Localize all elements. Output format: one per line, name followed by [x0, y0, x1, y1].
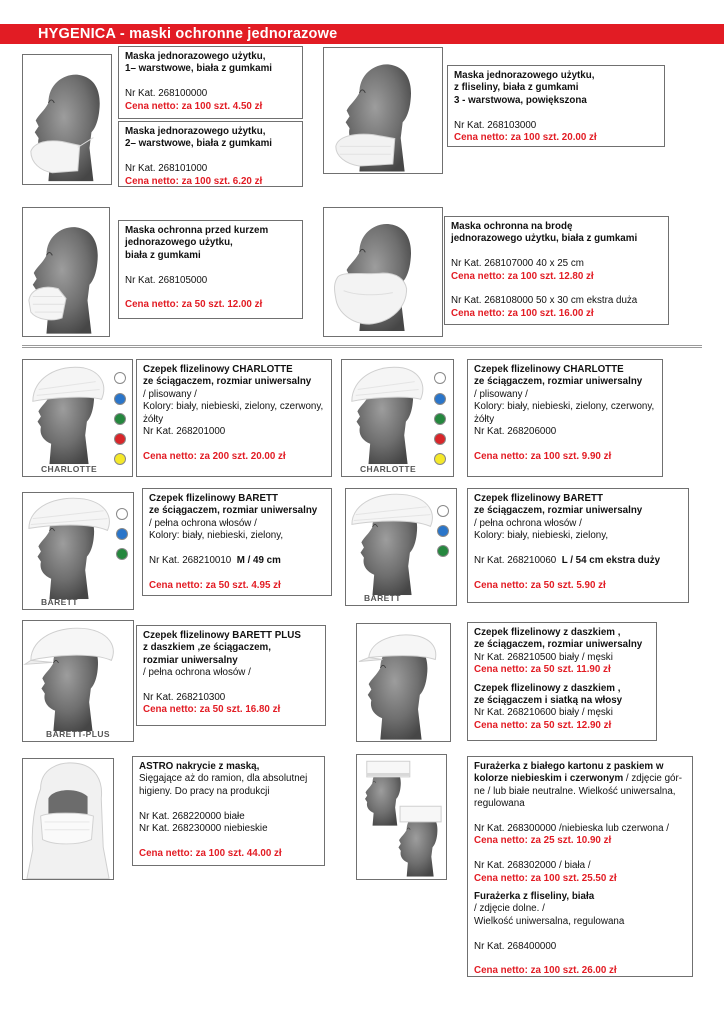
head-with-beard-cover-icon [324, 208, 442, 336]
mask2-price: Cena netto: za 100 szt. 6.20 zł [125, 175, 263, 187]
astro-catalog-2: Nr Kat. 268230000 niebieskie [139, 823, 268, 835]
beard-mask-info [444, 216, 669, 325]
mask1-info [118, 46, 303, 119]
dust-mask-price: Cena netto: za 50 szt. 12.00 zł [125, 299, 263, 311]
visor-cap-price-2: Cena netto: za 50 szt. 12.90 zł [474, 719, 612, 731]
visor-cap-catalog-2: Nr Kat. 268210600 biały / męski [474, 707, 613, 719]
charlotte1-title: Czepek flizelinowy CHARLOTTE [143, 364, 293, 375]
dust-mask-photo [22, 207, 110, 337]
mask3-info [447, 65, 665, 147]
barettplus-subtitle: z daszkiem ,ze ściągaczem, [143, 642, 271, 654]
color-swatch-green [116, 548, 128, 560]
dust-mask-catalog: Nr Kat. 268105000 [125, 274, 208, 286]
barett1-photo-label: BARETT [41, 597, 78, 607]
mask3-price: Cena netto: za 100 szt. 20.00 zł [454, 132, 597, 144]
astro-hood-with-mask-icon [23, 759, 113, 879]
mask3-catalog: Nr Kat. 268103000 [454, 119, 537, 131]
barett1-title: Czepek flizelinowy BARETT [149, 493, 279, 504]
color-swatch-blue [114, 393, 126, 405]
paper-cap-photo-ref: / zdjęcie gór- [623, 773, 682, 785]
beard-mask-price-2: Cena netto: za 100 szt. 16.00 zł [451, 307, 594, 319]
heads-with-paper-caps-icon [357, 755, 446, 879]
barett1-catalog: Nr Kat. 268210010 [149, 555, 232, 567]
beard-mask-catalog-2: Nr Kat. 268108000 50 x 30 cm ekstra duża [451, 295, 638, 307]
mask2-title: Maska jednorazowego użytku, [125, 126, 266, 137]
page-title: HYGENICA - maski ochronne jednorazowe [38, 26, 338, 42]
mask1-title: Maska jednorazowego użytku, [125, 51, 266, 62]
mask1-subtitle: 1– warstwowe, biała z gumkami [125, 63, 273, 75]
color-swatch-blue [434, 393, 446, 405]
astro-desc-1: Sięgające aż do ramion, dla absolutnej [139, 773, 308, 785]
barett1-subtitle: ze ściągaczem, rozmiar uniwersalny [149, 505, 318, 517]
charlotte1-catalog: Nr Kat. 268201000 [143, 426, 226, 438]
paper-cap-catalog-1: Nr Kat. 268300000 /niebieska lub czerwona / [474, 823, 669, 835]
beard-mask-catalog-1: Nr Kat. 268107000 40 x 25 cm [451, 258, 584, 270]
fleece-cap-price: Cena netto: za 100 szt. 26.00 zł [474, 965, 617, 977]
head-with-dust-mask-icon [23, 208, 109, 336]
color-swatch-blue [437, 525, 449, 537]
barett2-photo-label: BARETT [364, 593, 401, 603]
barett2-type: / pełna ochrona włosów / [474, 517, 582, 529]
visor-cap-net-title: Czepek flizelinowy z daszkiem , [474, 682, 621, 694]
visor-cap-subtitle: ze ściągaczem, rozmiar uniwersalny [474, 639, 643, 651]
mask3-title: Maska jednorazowego użytku, [454, 70, 595, 81]
barett1-colors: Kolory: biały, niebieski, zielony, [149, 530, 284, 542]
charlotte1-price: Cena netto: za 200 szt. 20.00 zł [143, 450, 286, 462]
visor-cap-price-1: Cena netto: za 50 szt. 11.90 zł [474, 664, 611, 676]
paper-cap-photo [356, 754, 447, 880]
barett2-info [467, 488, 689, 603]
barettplus-type: / pełna ochrona włosów / [143, 667, 251, 679]
barett2-title: Czepek flizelinowy BARETT [474, 493, 604, 504]
color-swatch-green [434, 413, 446, 425]
paper-cap-desc-1: ne / lub białe neutralne. Wielkość uniwersalna, [474, 785, 676, 797]
color-swatch-green [437, 545, 449, 557]
dust-mask-subtitle: jednorazowego użytku, [125, 237, 233, 249]
paper-cap-catalog-2: Nr Kat. 268302000 / biała / [474, 860, 591, 872]
color-swatch-white [114, 372, 126, 384]
dust-mask-title: Maska ochronna przed kurzem [125, 225, 269, 236]
charlotte2-catalog: Nr Kat. 268206000 [474, 426, 557, 438]
charlotte2-title: Czepek flizelinowy CHARLOTTE [474, 364, 624, 375]
mask1-photo [22, 54, 112, 185]
fleece-cap-photo-ref: / zdjęcie dolne. / [474, 903, 545, 915]
astro-title: ASTRO nakrycie z maską, [139, 761, 260, 772]
charlotte1-photo-label: CHARLOTTE [41, 464, 98, 474]
beard-mask-price-1: Cena netto: za 100 szt. 12.80 zł [451, 270, 594, 282]
section-divider [22, 345, 702, 348]
charlotte1-info [136, 359, 332, 477]
beard-mask-title: Maska ochronna na brodę [451, 221, 573, 232]
visor-cap-info [467, 622, 657, 741]
barett1-price: Cena netto: za 50 szt. 4.95 zł [149, 579, 281, 591]
barett1-info [142, 488, 332, 596]
visor-cap-net-subtitle: ze ściągaczem i siatką na włosy [474, 695, 623, 707]
mask2-catalog: Nr Kat. 268101000 [125, 163, 208, 175]
barett2-size: L / 54 cm ekstra duży [561, 555, 661, 567]
color-swatch-yellow [434, 453, 446, 465]
fleece-cap-catalog: Nr Kat. 268400000 [474, 940, 557, 952]
fleece-cap-desc: Wielkość uniwersalna, regulowana [474, 915, 625, 927]
barett2-colors: Kolory: biały, niebieski, zielony, [474, 530, 609, 542]
barett1-type: / pełna ochrona włosów / [149, 517, 257, 529]
color-swatch-white [116, 508, 128, 520]
head-with-mask-icon [23, 55, 111, 184]
charlotte2-colors-cont: żółty [474, 413, 495, 425]
visor-cap-catalog-1: Nr Kat. 268210500 biały / męski [474, 651, 613, 663]
barettplus-photo-label: BARETT-PLUS [46, 729, 110, 739]
color-swatch-green [114, 413, 126, 425]
mask1-catalog: Nr Kat. 268100000 [125, 88, 208, 100]
charlotte2-type: / plisowany / [474, 388, 528, 400]
color-swatch-red [434, 433, 446, 445]
visor-cap-title: Czepek flizelinowy z daszkiem , [474, 627, 621, 638]
paper-cap-price-1: Cena netto: za 25 szt. 10.90 zł [474, 835, 612, 847]
mask3-layers: 3 - warstwowa, powiększona [454, 94, 587, 106]
barettplus-price: Cena netto: za 50 szt. 16.80 zł [143, 704, 281, 716]
barettplus-info [136, 625, 326, 726]
color-swatch-red [114, 433, 126, 445]
charlotte1-subtitle: ze ściągaczem, rozmiar uniwersalny [143, 376, 312, 388]
barett2-price: Cena netto: za 50 szt. 5.90 zł [474, 579, 606, 591]
header-bar [0, 24, 724, 44]
charlotte2-colors: Kolory: biały, niebieski, zielony, czerwony, [474, 401, 655, 413]
paper-cap-info [467, 756, 693, 977]
paper-cap-title: Furażerka z białego kartonu z paskiem w [474, 761, 664, 772]
mask3-subtitle: z fliseliny, biała z gumkami [454, 82, 579, 94]
charlotte2-info [467, 359, 663, 477]
charlotte2-price: Cena netto: za 100 szt. 9.90 zł [474, 450, 612, 462]
barett2-catalog: Nr Kat. 268210060 [474, 555, 557, 567]
mask2-info [118, 121, 303, 187]
visor-cap-photo [356, 623, 451, 742]
barettplus-photo [22, 620, 134, 742]
fleece-cap-title: Furażerka z fliseliny, biała [474, 891, 595, 903]
astro-info [132, 756, 325, 866]
barettplus-catalog: Nr Kat. 268210300 [143, 692, 226, 704]
color-swatch-white [437, 505, 449, 517]
barettplus-title: Czepek flizelinowy BARETT PLUS [143, 630, 301, 641]
astro-catalog-1: Nr Kat. 268220000 białe [139, 810, 245, 822]
mask1-price: Cena netto: za 100 szt. 4.50 zł [125, 100, 263, 112]
head-with-large-mask-icon [324, 48, 442, 173]
dust-mask-desc: biała z gumkami [125, 249, 201, 261]
charlotte1-colors-cont: żółty [143, 413, 164, 425]
barett1-size: M / 49 cm [236, 555, 281, 567]
charlotte2-subtitle: ze ściągaczem, rozmiar uniwersalny [474, 376, 643, 388]
barettplus-size: rozmiar uniwersalny [143, 654, 238, 666]
mask3-photo [323, 47, 443, 174]
color-swatch-white [434, 372, 446, 384]
barett2-subtitle: ze ściągaczem, rozmiar uniwersalny [474, 505, 643, 517]
paper-cap-colors: kolorze niebieskim i czerwonym [474, 773, 624, 785]
dust-mask-info [118, 220, 303, 319]
color-swatch-yellow [114, 453, 126, 465]
color-swatch-blue [116, 528, 128, 540]
astro-photo [22, 758, 114, 880]
beard-mask-subtitle: jednorazowego użytku, biała z gumkami [451, 233, 638, 245]
charlotte1-type: / plisowany / [143, 388, 197, 400]
astro-desc-2: higieny. Do pracy na produkcji [139, 785, 270, 797]
beard-mask-photo [323, 207, 443, 337]
charlotte2-photo-label: CHARLOTTE [360, 464, 417, 474]
paper-cap-price-2: Cena netto: za 100 szt. 25.50 zł [474, 872, 617, 884]
head-with-visor-cap-icon [357, 624, 450, 741]
paper-cap-desc-2: regulowana [474, 798, 525, 810]
charlotte1-colors: Kolory: biały, niebieski, zielony, czerwony, [143, 401, 324, 413]
astro-price: Cena netto: za 100 szt. 44.00 zł [139, 847, 282, 859]
mask2-subtitle: 2– warstwowe, biała z gumkami [125, 138, 273, 150]
head-with-barett-plus-cap-icon [23, 621, 133, 741]
